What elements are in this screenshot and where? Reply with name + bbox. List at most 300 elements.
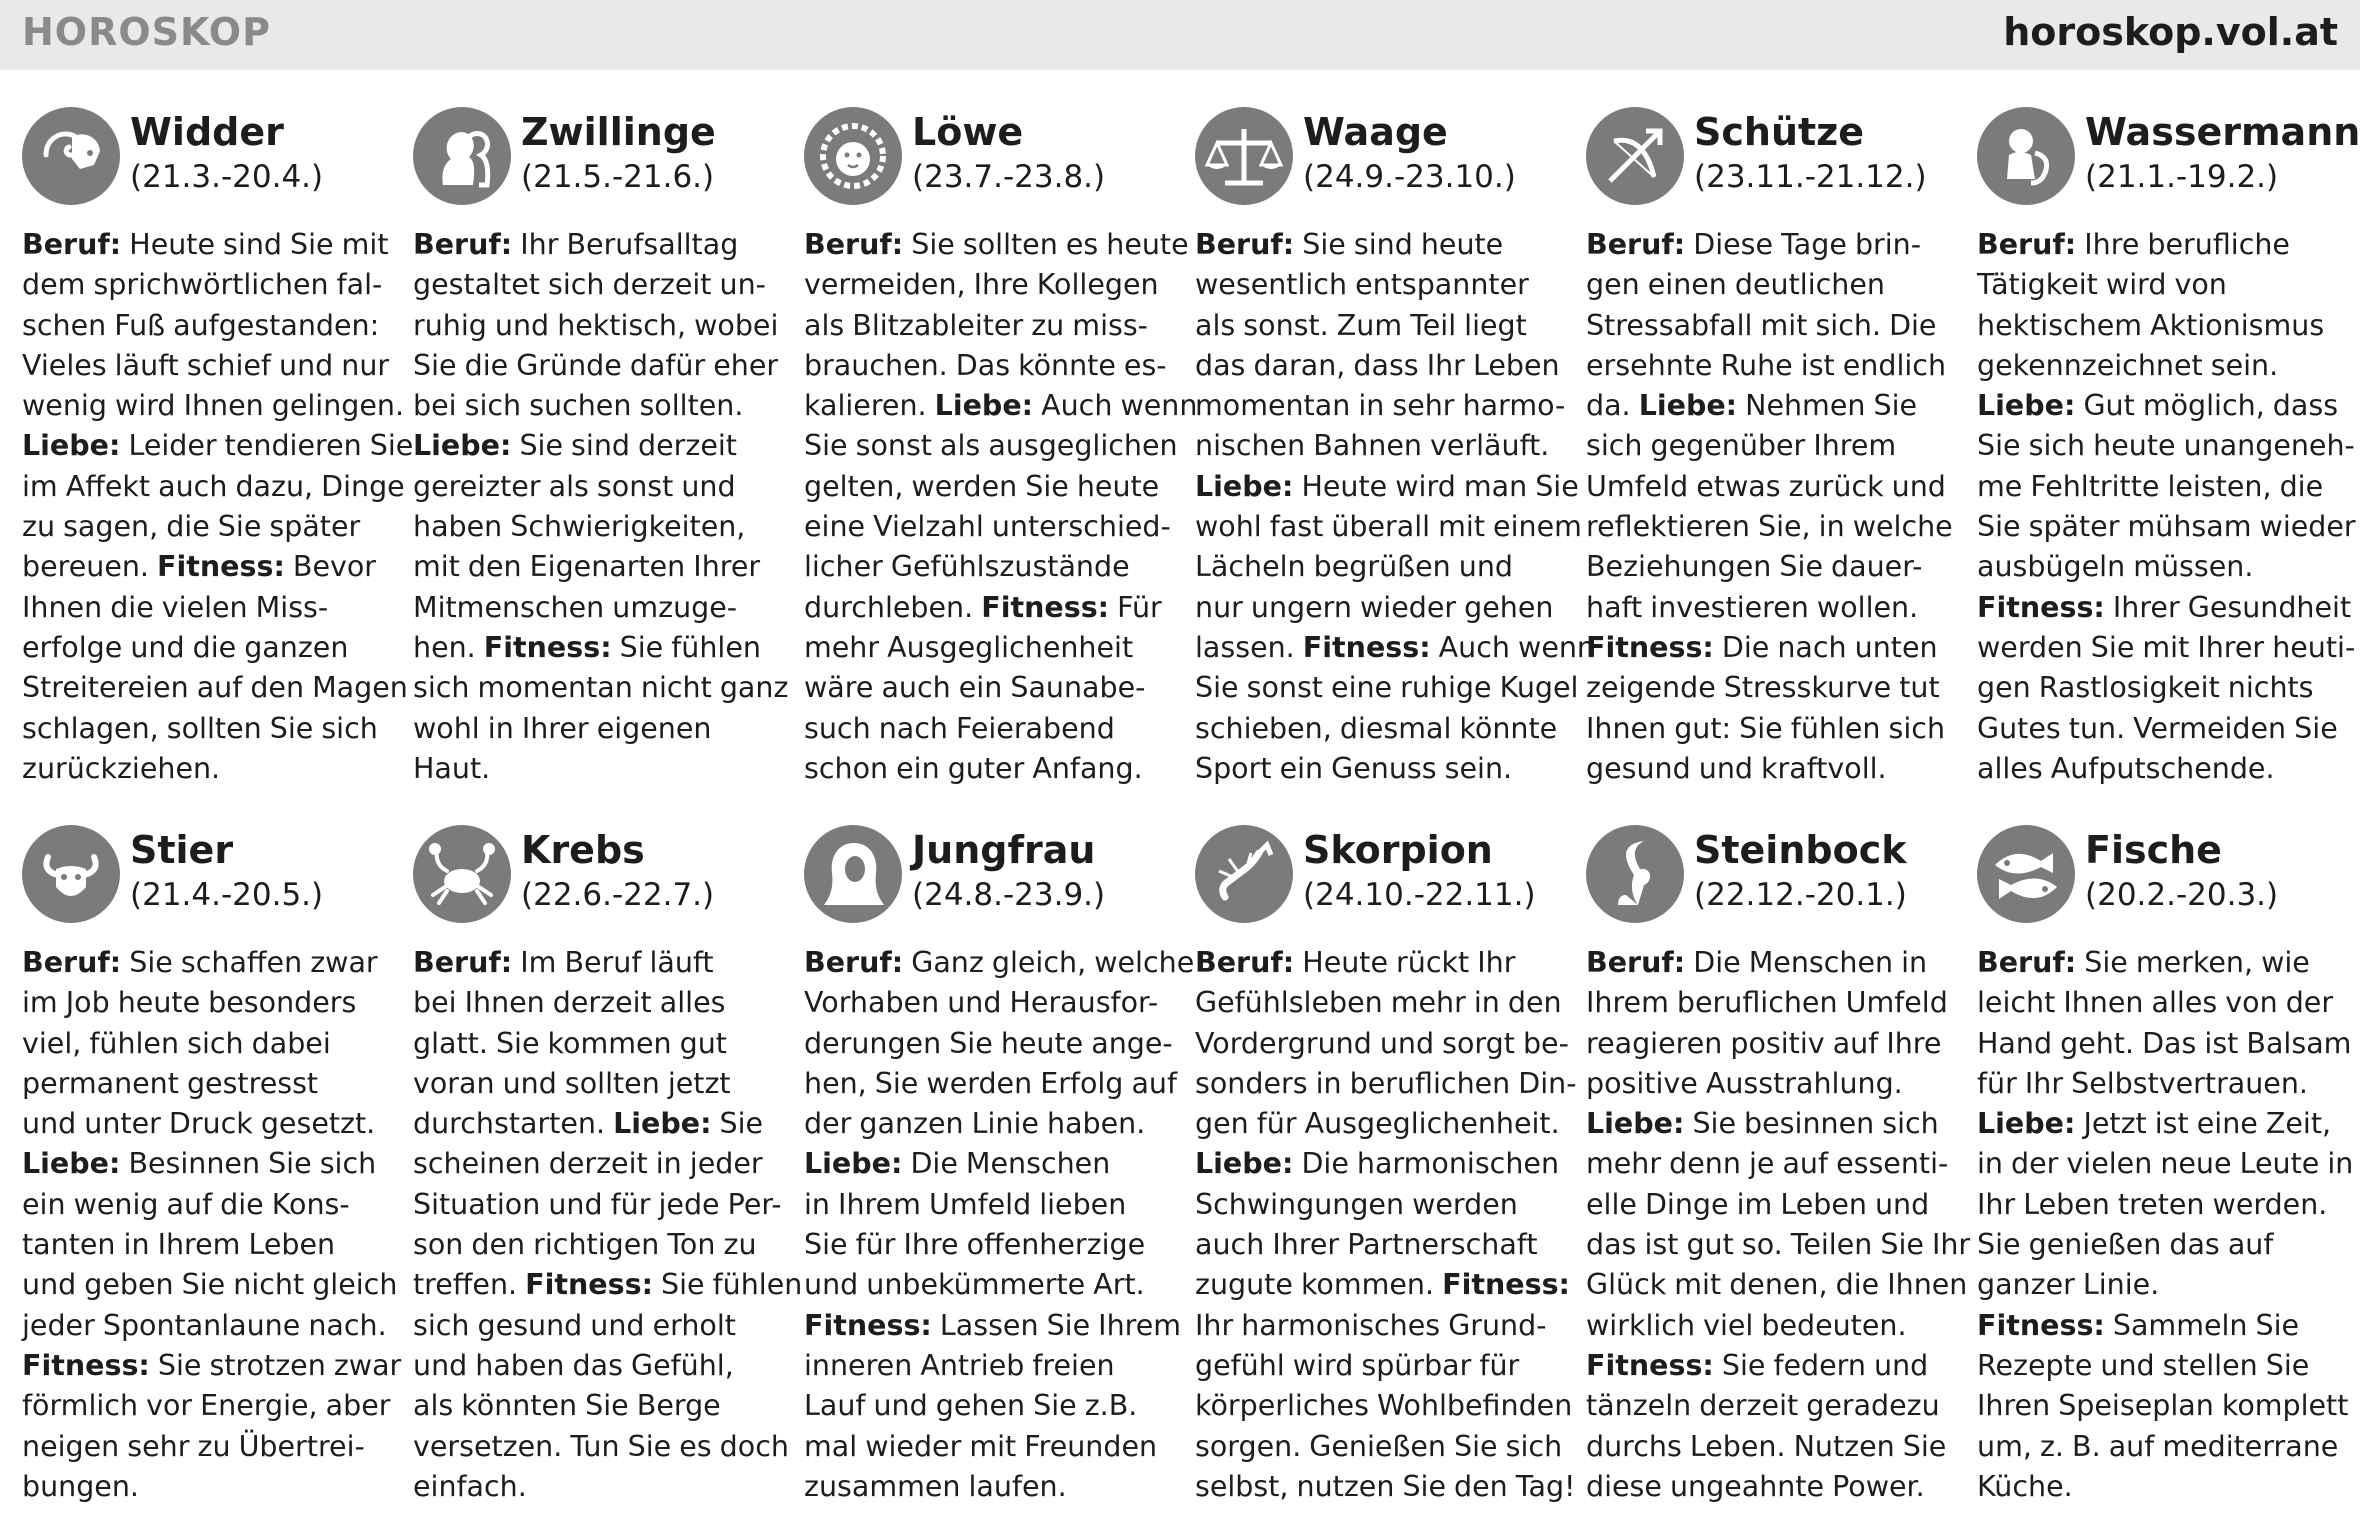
lion-icon: [804, 107, 902, 205]
text-line: [1195, 1185, 1570, 1225]
text-segment: Sie sind derzeit: [511, 429, 737, 463]
text-line: [22, 1427, 397, 1467]
category-label: Beruf:: [413, 946, 513, 979]
category-label: Fitness:: [1586, 630, 1714, 664]
text-segment: momentan in sehr harmo-: [1195, 389, 1566, 423]
text-line: [1977, 1265, 2352, 1305]
crab-icon: [413, 825, 511, 923]
text-line: [22, 386, 405, 426]
text-line: [804, 1346, 1179, 1386]
text-segment: Sie sonst als ausgeglichen: [804, 429, 1178, 463]
text-line: [413, 668, 788, 708]
text-line: [804, 983, 1179, 1023]
text-segment: ersehnte Ruhe ist endlich: [1586, 348, 1947, 382]
horoscope-text: [1977, 225, 2356, 789]
text-segment: nur ungern wieder gehen: [1195, 590, 1554, 624]
sign-date-range: (23.7.-23.8.): [912, 159, 1106, 195]
text-segment: Gut möglich, dass: [2075, 389, 2339, 423]
text-segment: Leider tendieren Sie: [120, 429, 414, 463]
text-segment: schlagen, sollten Sie sich: [22, 711, 378, 745]
text-line: [1977, 1024, 2352, 1064]
text-line: [413, 588, 788, 628]
text-line: [804, 709, 1179, 749]
text-line: [22, 1024, 397, 1064]
category-label: Beruf:: [804, 228, 904, 261]
bull-icon: [22, 825, 120, 923]
horoscope-card-jungfrau: [804, 825, 1195, 1507]
sign-name: Waage: [1303, 110, 1448, 154]
category-label: Fitness:: [804, 1308, 932, 1342]
text-segment: sonders in beruflichen Din-: [1195, 1066, 1577, 1100]
sign-name: Skorpion: [1303, 828, 1493, 872]
horoscope-card-wassermann: [1977, 107, 2360, 789]
text-line: [804, 467, 1179, 507]
text-segment: und haben das Gefühl,: [413, 1348, 734, 1382]
text-line: [22, 749, 397, 789]
text-segment: Die nach unten: [1713, 630, 1938, 664]
text-line: [1195, 709, 1570, 749]
text-line: [413, 1427, 788, 1467]
sign-header: [1586, 825, 1961, 931]
text-segment: förmlich vor Energie, aber: [22, 1389, 391, 1423]
text-line: [413, 426, 788, 466]
category-label: Liebe:: [1977, 1107, 2076, 1141]
text-line: [1586, 467, 1961, 507]
category-label: Liebe:: [1977, 389, 2076, 423]
text-line: [22, 507, 397, 547]
text-segment: gestaltet sich derzeit un-: [413, 268, 766, 302]
text-segment: positive Ausstrahlung.: [1586, 1066, 1903, 1100]
text-segment: da.: [1586, 389, 1639, 423]
text-line: [1977, 1467, 2352, 1507]
text-line: [1586, 943, 1961, 983]
category-label: Beruf:: [22, 228, 122, 261]
text-segment: Küche.: [1977, 1469, 2073, 1503]
text-line: [22, 306, 397, 346]
category-label: Liebe:: [804, 1147, 903, 1181]
text-segment: bereuen.: [22, 550, 158, 584]
text-line: [1586, 1185, 1961, 1225]
text-segment: das ist gut so. Teilen Sie Ihr: [1586, 1228, 1971, 1262]
text-segment: Ihren Speiseplan komplett: [1977, 1389, 2349, 1423]
text-segment: und unter Druck gesetzt.: [22, 1107, 376, 1141]
text-line: [1977, 346, 2352, 386]
text-line: [22, 943, 397, 983]
scales-icon: [1195, 107, 1293, 205]
text-line: [413, 983, 788, 1023]
text-line: [1195, 588, 1570, 628]
text-segment: Sie fühlen: [611, 630, 761, 664]
sign-name: Wassermann: [2085, 110, 2360, 154]
scorpion-icon: [1195, 825, 1293, 923]
text-segment: um, z. B. auf mediterrane: [1977, 1429, 2339, 1463]
text-line: [22, 265, 397, 305]
text-line: [22, 1386, 397, 1426]
text-line: [1977, 1064, 2352, 1104]
text-segment: Ihr Berufsalltag: [512, 228, 739, 261]
text-line: [1586, 588, 1961, 628]
text-line: [1586, 709, 1961, 749]
text-segment: bei Ihnen derzeit alles: [413, 986, 726, 1020]
sign-name: Löwe: [912, 110, 1024, 154]
sign-name: Fische: [2085, 828, 2222, 872]
text-segment: erfolge und die ganzen: [22, 630, 349, 664]
text-segment: Vorhaben und Herausfor-: [804, 986, 1159, 1020]
text-segment: Lächeln begrüßen und: [1195, 550, 1513, 584]
text-line: [22, 1144, 397, 1184]
text-segment: versetzen. Tun Sie es doch: [413, 1429, 789, 1463]
text-segment: Sie strotzen zwar: [149, 1348, 402, 1382]
horoscope-text: [1586, 225, 1961, 789]
category-label: Beruf:: [1586, 946, 1686, 979]
text-line: [413, 1064, 788, 1104]
text-line: [1977, 386, 2352, 426]
text-segment: Sie sich heute unangeneh-: [1977, 429, 2355, 463]
text-segment: Ihr Leben treten werden.: [1977, 1187, 2328, 1221]
text-line: [804, 265, 1179, 305]
text-segment: werden Sie mit Ihrer heuti-: [1977, 630, 2356, 664]
text-segment: hen, Sie werden Erfolg auf: [804, 1066, 1178, 1100]
sign-name: Krebs: [521, 828, 645, 872]
sign-name: Jungfrau: [912, 828, 1096, 872]
text-line: [1586, 628, 1961, 668]
category-label: Liebe:: [613, 1107, 712, 1141]
text-segment: als könnten Sie Berge: [413, 1389, 721, 1423]
text-segment: und geben Sie nicht gleich: [22, 1268, 398, 1302]
text-segment: diese ungeahnte Power.: [1586, 1469, 1925, 1503]
text-line: [804, 507, 1179, 547]
text-segment: brauchen. Das könnte es-: [804, 348, 1167, 382]
text-segment: reagieren positiv auf Ihre: [1586, 1026, 1942, 1060]
text-segment: Ihr harmonisches Grund-: [1195, 1308, 1547, 1342]
text-segment: Ihnen gut: Sie fühlen sich: [1586, 711, 1946, 745]
sign-date-range: (23.11.-21.12.): [1694, 159, 1927, 195]
text-line: [22, 547, 397, 587]
sign-header: [1977, 825, 2352, 931]
sign-date-range: (20.2.-20.3.): [2085, 877, 2279, 913]
text-segment: im Affekt auch dazu, Dinge: [22, 469, 405, 503]
text-segment: Bevor: [284, 550, 377, 584]
text-line: [804, 426, 1179, 466]
text-segment: Haut.: [413, 751, 491, 785]
sign-date-range: (24.8.-23.9.): [912, 877, 1106, 913]
text-line: [1586, 1104, 1961, 1144]
text-line: [1195, 346, 1570, 386]
text-segment: schen Fuß aufgestanden:: [22, 308, 380, 342]
text-line: [1586, 1064, 1961, 1104]
text-segment: Für: [1109, 590, 1162, 624]
category-label: Beruf:: [1977, 946, 2077, 979]
text-segment: Auch wenn: [1430, 630, 1595, 664]
category-label: Fitness:: [981, 590, 1110, 624]
text-line: [22, 1225, 397, 1265]
text-line: [804, 346, 1179, 386]
horoscope-card-löwe: [804, 107, 1198, 789]
text-line: [1586, 1386, 1961, 1426]
text-line: [804, 306, 1179, 346]
category-label: Beruf:: [1586, 228, 1686, 261]
text-line: [1195, 1306, 1570, 1346]
text-segment: Heute sind Sie mit: [121, 228, 389, 261]
text-line: [413, 1265, 803, 1305]
sign-date-range: (24.10.-22.11.): [1303, 877, 1536, 913]
sign-header: [1195, 825, 1570, 931]
text-line: [1586, 507, 1961, 547]
section-title: HOROSKOP: [22, 10, 271, 54]
text-segment: Sport ein Genuss sein.: [1195, 751, 1513, 785]
text-segment: Nehmen Sie: [1737, 389, 1918, 423]
horoscope-text: [413, 943, 803, 1507]
virgin-icon: [804, 825, 902, 923]
text-segment: ganzer Linie.: [1977, 1268, 2160, 1302]
sign-header: [804, 107, 1179, 213]
text-line: [1586, 265, 1961, 305]
text-line: [1977, 225, 2352, 265]
category-label: Fitness:: [22, 1348, 150, 1382]
text-segment: zu sagen, die Sie später: [22, 510, 361, 544]
horoscope-card-fische: [1977, 825, 2352, 1507]
text-segment: Umfeld etwas zurück und: [1586, 469, 1946, 503]
text-segment: Mitmenschen umzuge-: [413, 590, 738, 624]
horoscope-text: [1977, 943, 2352, 1507]
text-line: [22, 467, 405, 507]
sign-header: [22, 107, 397, 213]
text-segment: Sie schaffen zwar: [121, 946, 378, 979]
text-line: [22, 1104, 397, 1144]
text-segment: wohl fast überall mit einem: [1195, 510, 1582, 544]
text-line: [1977, 1104, 2352, 1144]
text-line: [1195, 1427, 1570, 1467]
text-segment: sich momentan nicht ganz: [413, 671, 789, 705]
text-segment: Streitereien auf den Magen: [22, 671, 408, 705]
text-segment: Auch wenn: [1033, 389, 1198, 423]
text-segment: einfach.: [413, 1469, 527, 1503]
text-line: [1586, 426, 1961, 466]
text-line: [1195, 1104, 1570, 1144]
text-line: [1586, 1024, 1961, 1064]
text-segment: gen für Ausgeglichenheit.: [1195, 1107, 1560, 1141]
sign-date-range: (21.1.-19.2.): [2085, 159, 2279, 195]
sign-date-range: (24.9.-23.10.): [1303, 159, 1516, 195]
text-line: [804, 1104, 1179, 1144]
text-line: [804, 1306, 1182, 1346]
text-line: [413, 507, 788, 547]
text-segment: licher Gefühlszustände: [804, 550, 1130, 584]
text-segment: Sie fühlen: [652, 1268, 803, 1302]
text-segment: in Ihrem Umfeld lieben: [804, 1187, 1127, 1221]
text-segment: Ihrem beruflichen Umfeld: [1586, 986, 1948, 1020]
text-line: [1195, 1024, 1570, 1064]
horoscope-text: [413, 225, 788, 789]
text-line: [1977, 1306, 2352, 1346]
text-segment: wenig wird Ihnen gelingen.: [22, 389, 405, 423]
text-segment: Sie später mühsam wieder: [1977, 510, 2356, 544]
text-line: [1977, 1386, 2352, 1426]
text-segment: reflektieren Sie, in welche: [1586, 510, 1953, 544]
text-segment: Diese Tage brin-: [1685, 228, 1922, 261]
text-segment: durchleben.: [804, 590, 982, 624]
text-line: [804, 1265, 1179, 1305]
text-segment: schieben, diesmal könnte: [1195, 711, 1558, 745]
category-label: Liebe:: [22, 1147, 121, 1181]
text-segment: Situation und für jede Per-: [413, 1187, 782, 1221]
text-line: [22, 668, 408, 708]
text-segment: mit den Eigenarten Ihrer: [413, 550, 761, 584]
text-line: [1195, 1265, 1570, 1305]
text-line: [1195, 749, 1570, 789]
text-line: [804, 1427, 1179, 1467]
text-line: [413, 1104, 788, 1144]
text-line: [413, 628, 788, 668]
text-line: [804, 1024, 1179, 1064]
text-line: [1195, 983, 1570, 1023]
text-segment: zurückziehen.: [22, 751, 221, 785]
text-segment: kalieren.: [804, 389, 935, 423]
text-line: [1977, 749, 2352, 789]
text-line: [804, 1386, 1179, 1426]
text-segment: Sie sollten es heute: [903, 228, 1189, 261]
category-label: Beruf:: [1195, 228, 1295, 261]
text-line: [1977, 1346, 2352, 1386]
text-segment: gen Rastlosigkeit nichts: [1977, 671, 2314, 705]
text-segment: Heute rückt Ihr: [1294, 946, 1516, 979]
sign-name: Zwillinge: [521, 110, 716, 154]
sign-header: [1195, 107, 1570, 213]
text-segment: Schwingungen werden: [1195, 1187, 1518, 1221]
horoscope-text: [1586, 943, 1971, 1507]
text-segment: Sie: [711, 1107, 764, 1141]
text-line: [804, 668, 1179, 708]
category-label: Beruf:: [804, 946, 904, 979]
category-label: Liebe:: [934, 389, 1034, 423]
category-label: Liebe:: [22, 429, 121, 463]
text-segment: Gutes tun. Vermeiden Sie: [1977, 711, 2338, 745]
text-line: [22, 346, 397, 386]
water-bearer-icon: [1977, 107, 2075, 205]
text-segment: vermeiden, Ihre Kollegen: [804, 268, 1159, 302]
text-segment: haben Schwierigkeiten,: [413, 510, 746, 544]
text-line: [1977, 588, 2352, 628]
text-segment: im Job heute besonders: [22, 986, 357, 1020]
sign-date-range: (22.12.-20.1.): [1694, 877, 1907, 913]
text-line: [413, 467, 788, 507]
text-segment: hektischem Aktionismus: [1977, 308, 2325, 342]
text-segment: permanent gestresst: [22, 1066, 319, 1100]
text-line: [22, 1185, 397, 1225]
text-line: [1195, 225, 1570, 265]
text-line: [1977, 983, 2352, 1023]
horoscope-text: [22, 943, 402, 1507]
text-segment: ein wenig auf die Kons-: [22, 1187, 350, 1221]
text-line: [1586, 1265, 1968, 1305]
text-segment: neigen sehr zu Übertrei-: [22, 1429, 365, 1463]
text-line: [22, 1064, 397, 1104]
text-segment: Sie genießen das auf: [1977, 1228, 2274, 1262]
text-segment: das daran, dass Ihr Leben: [1195, 348, 1560, 382]
text-line: [1977, 1225, 2352, 1265]
text-line: [22, 1306, 397, 1346]
text-segment: als Blitzableiter zu miss-: [804, 308, 1148, 342]
text-segment: Gefühlsleben mehr in den: [1195, 986, 1562, 1020]
text-line: [1586, 547, 1961, 587]
text-segment: Sie besinnen sich: [1684, 1107, 1939, 1141]
text-segment: Beziehungen Sie dauer-: [1586, 550, 1923, 584]
text-segment: Ihrer Gesundheit: [2104, 590, 2352, 624]
text-line: [1195, 1064, 1577, 1104]
text-line: [1195, 1144, 1570, 1184]
category-label: Liebe:: [1195, 1147, 1294, 1181]
text-line: [1195, 467, 1579, 507]
text-line: [804, 1467, 1179, 1507]
horoscope-card-stier: [22, 825, 402, 1507]
text-line: [1586, 668, 1961, 708]
category-label: Fitness:: [483, 630, 612, 664]
sign-name: Widder: [130, 110, 284, 154]
text-segment: alles Aufputschende.: [1977, 751, 2275, 785]
horoscope-text: [804, 943, 1195, 1507]
text-line: [1977, 507, 2356, 547]
category-label: Fitness:: [1442, 1268, 1570, 1302]
text-line: [804, 628, 1179, 668]
text-line: [1586, 1225, 1971, 1265]
ram-icon: [22, 107, 120, 205]
header-bar: [0, 0, 2360, 70]
text-segment: zusammen laufen.: [804, 1469, 1067, 1503]
text-segment: mehr denn je auf essenti-: [1586, 1147, 1949, 1181]
text-line: [413, 346, 788, 386]
text-line: [1195, 628, 1595, 668]
text-segment: sorgen. Genießen Sie sich: [1195, 1429, 1563, 1463]
sign-header: [413, 825, 788, 931]
text-segment: Besinnen Sie sich: [120, 1147, 377, 1181]
text-line: [413, 749, 788, 789]
sign-name: Schütze: [1694, 110, 1865, 154]
text-segment: Sie sonst eine ruhige Kugel: [1195, 671, 1579, 705]
text-segment: elle Dinge im Leben und: [1586, 1187, 1930, 1221]
text-segment: Sie merken, wie: [2076, 946, 2310, 979]
text-line: [1977, 1185, 2352, 1225]
text-segment: lassen.: [1195, 630, 1303, 664]
text-line: [1586, 346, 1961, 386]
text-line: [1977, 668, 2352, 708]
text-segment: sich gegenüber Ihrem: [1586, 429, 1897, 463]
text-segment: Sie federn und: [1713, 1348, 1929, 1382]
sign-name: Stier: [130, 828, 234, 872]
website-link[interactable]: horoskop.vol.at: [2003, 10, 2338, 54]
text-line: [804, 386, 1198, 426]
text-line: [413, 1346, 788, 1386]
text-segment: Vordergrund und sorgt be-: [1195, 1026, 1569, 1060]
text-line: [804, 1064, 1179, 1104]
horoscope-card-skorpion: [1195, 825, 1577, 1507]
text-segment: auch Ihrer Partnerschaft: [1195, 1228, 1538, 1262]
sign-header: [413, 107, 788, 213]
horoscope-card-steinbock: [1586, 825, 1971, 1507]
category-label: Liebe:: [1586, 1107, 1685, 1141]
text-line: [1195, 547, 1570, 587]
category-label: Fitness:: [1302, 630, 1431, 664]
text-segment: Stressabfall mit sich. Die: [1586, 308, 1937, 342]
text-line: [1195, 306, 1570, 346]
text-segment: Sammeln Sie: [2104, 1308, 2300, 1342]
text-line: [1977, 265, 2352, 305]
text-segment: Sie für Ihre offenherzige: [804, 1228, 1146, 1262]
category-label: Fitness:: [157, 550, 285, 584]
text-segment: Heute wird man Sie: [1293, 469, 1579, 503]
text-line: [1195, 1346, 1570, 1386]
text-segment: Rezepte und stellen Sie: [1977, 1348, 2310, 1382]
text-line: [413, 1185, 788, 1225]
